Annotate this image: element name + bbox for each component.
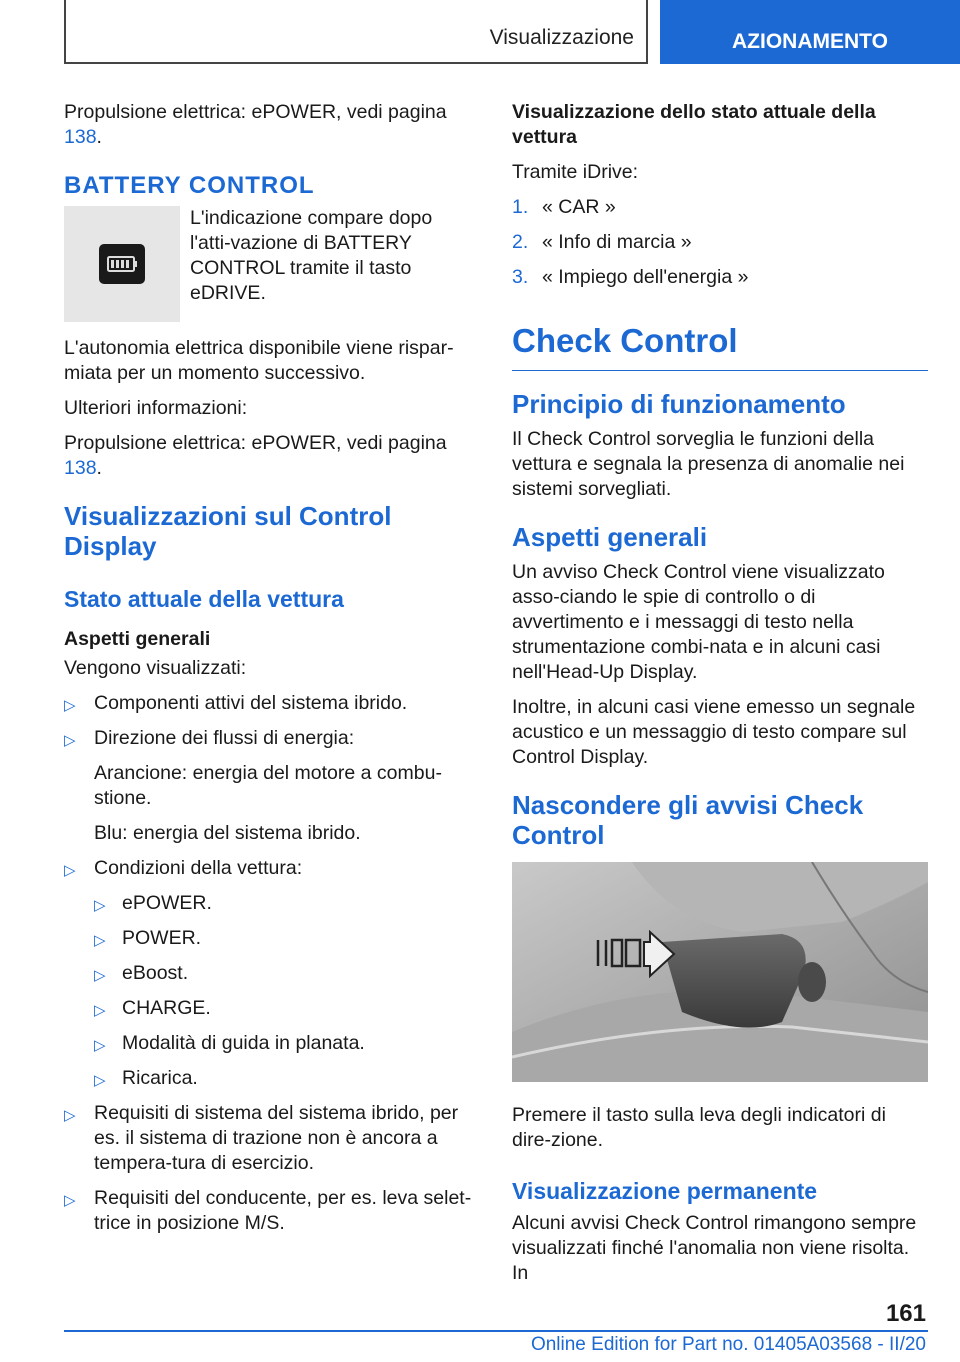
- sub-list-item: ▷ CHARGE.: [64, 996, 478, 1021]
- sub-list-item: ▷ eBoost.: [64, 961, 478, 986]
- battery-indicator-tile: [64, 206, 180, 322]
- list-item: ▷ Requisiti del conducente, per es. leva selet-trice in posizione M/S.: [64, 1187, 472, 1234]
- triangle-bullet-icon: ▷: [94, 1072, 106, 1089]
- paragraph-intro: Propulsione elettrica: ePOWER, vedi pagina 138.: [64, 101, 447, 148]
- turn-signal-lever-photo: [512, 862, 928, 1082]
- list-subtext: Blu: energia del sistema ibrido.: [94, 822, 361, 844]
- heading-aspetti-generali-cc: Aspetti generali: [512, 522, 708, 552]
- battery-icon: [99, 244, 145, 284]
- footer-edition: Online Edition for Part no. 01405A03568 - II/20: [530, 1334, 926, 1355]
- sub-list-item: ▷ Modalità di guida in planata.: [64, 1031, 478, 1056]
- header-section: Visualizzazione: [489, 26, 634, 49]
- right-column: [512, 100, 928, 1296]
- heading-check-control: Check Control: [512, 322, 928, 371]
- numbered-step: 1. « CAR »: [512, 196, 616, 218]
- triangle-bullet-icon: ▷: [64, 862, 76, 879]
- paragraph-tramite: Tramite iDrive:: [512, 161, 639, 183]
- paragraph-premere: Premere il tasto sulla leva degli indicatori di dire-zione.: [512, 1104, 886, 1151]
- sub-list-item: ▷ ePOWER.: [64, 891, 478, 916]
- triangle-bullet-icon: ▷: [64, 1192, 76, 1209]
- triangle-bullet-icon: ▷: [64, 697, 76, 714]
- heading-aspetti-generali: Aspetti generali: [64, 628, 211, 650]
- triangle-bullet-icon: ▷: [64, 732, 76, 749]
- list-item: ▷ Requisiti di sistema del sistema ibrido, per es. il sistema di trazione non è ancora a tempera-tura di esercizio.: [64, 1102, 459, 1174]
- triangle-bullet-icon: ▷: [94, 1002, 106, 1019]
- footer-divider: [64, 1330, 928, 1332]
- header-chapter-tab: AZIONAMENTO: [660, 0, 960, 64]
- page-link[interactable]: 138: [64, 457, 97, 479]
- paragraph-avviso: Un avviso Check Control viene visualizzato asso-ciando le spie di controllo o di avvertimento e i messaggi di testo nella strumentazione combi-nata e in alcuni casi nell'Head-Up Display.: [512, 561, 885, 683]
- list-subtext: Arancione: energia del motore a combu-stione.: [94, 762, 442, 809]
- list-item: ▷ Componenti attivi del sistema ibrido.: [64, 691, 478, 716]
- heading-nascondere: Nascondere gli avvisi Check Control: [512, 790, 864, 850]
- heading-permanente: Visualizzazione permanente: [512, 1178, 818, 1204]
- list-item: ▷ Condizioni della vettura:: [64, 856, 478, 881]
- list-item: ▷ Direzione dei flussi di energia:: [64, 726, 478, 751]
- page-number: 161: [885, 1300, 926, 1327]
- sub-list-item: ▷ POWER.: [64, 926, 478, 951]
- triangle-bullet-icon: ▷: [94, 897, 106, 914]
- paragraph-alcuni: Alcuni avvisi Check Control rimangono sempre visualizzati finché l'anomalia non viene risolta. In: [512, 1212, 917, 1284]
- triangle-bullet-icon: ▷: [94, 932, 106, 949]
- triangle-bullet-icon: ▷: [94, 967, 106, 984]
- paragraph-principio: Il Check Control sorveglia le funzioni della vettura e segnala la presenza di anomalie nei sistemi sorvegliati.: [512, 428, 905, 500]
- numbered-step: 2. « Info di marcia »: [512, 231, 692, 253]
- triangle-bullet-icon: ▷: [94, 1037, 106, 1054]
- heading-vis-stato: Visualizzazione dello stato attuale della vettura: [512, 101, 876, 148]
- paragraph-propulsione: Propulsione elettrica: ePOWER, vedi pagina 138.: [64, 432, 447, 479]
- sub-list-item: ▷ Ricarica.: [64, 1066, 478, 1091]
- heading-battery-control: BATTERY CONTROL: [64, 172, 315, 199]
- battery-icon-row: [64, 206, 478, 322]
- heading-visualizzazioni: Visualizzazioni sul Control Display: [64, 501, 392, 561]
- paragraph-ulteriori: Ulteriori informazioni:: [64, 397, 248, 419]
- numbered-step: 3. « Impiego dell'energia »: [512, 266, 749, 288]
- page-link[interactable]: 138: [64, 126, 97, 148]
- battery-text: L'indicazione compare dopo l'atti-vazione di BATTERY CONTROL tramite il tasto eDRIVE.: [190, 207, 433, 304]
- heading-stato-attuale: Stato attuale della vettura: [64, 586, 344, 612]
- paragraph-inoltre: Inoltre, in alcuni casi viene emesso un segnale acustico e un messaggio di testo compare sul Control Display.: [512, 696, 916, 768]
- left-column: [64, 100, 478, 1246]
- triangle-bullet-icon: ▷: [64, 1107, 76, 1124]
- paragraph-vengono: Vengono visualizzati:: [64, 657, 247, 679]
- heading-principio: Principio di funzionamento: [512, 389, 846, 419]
- paragraph-autonomia: L'autonomia elettrica disponibile viene rispar-miata per un momento successivo.: [64, 337, 454, 384]
